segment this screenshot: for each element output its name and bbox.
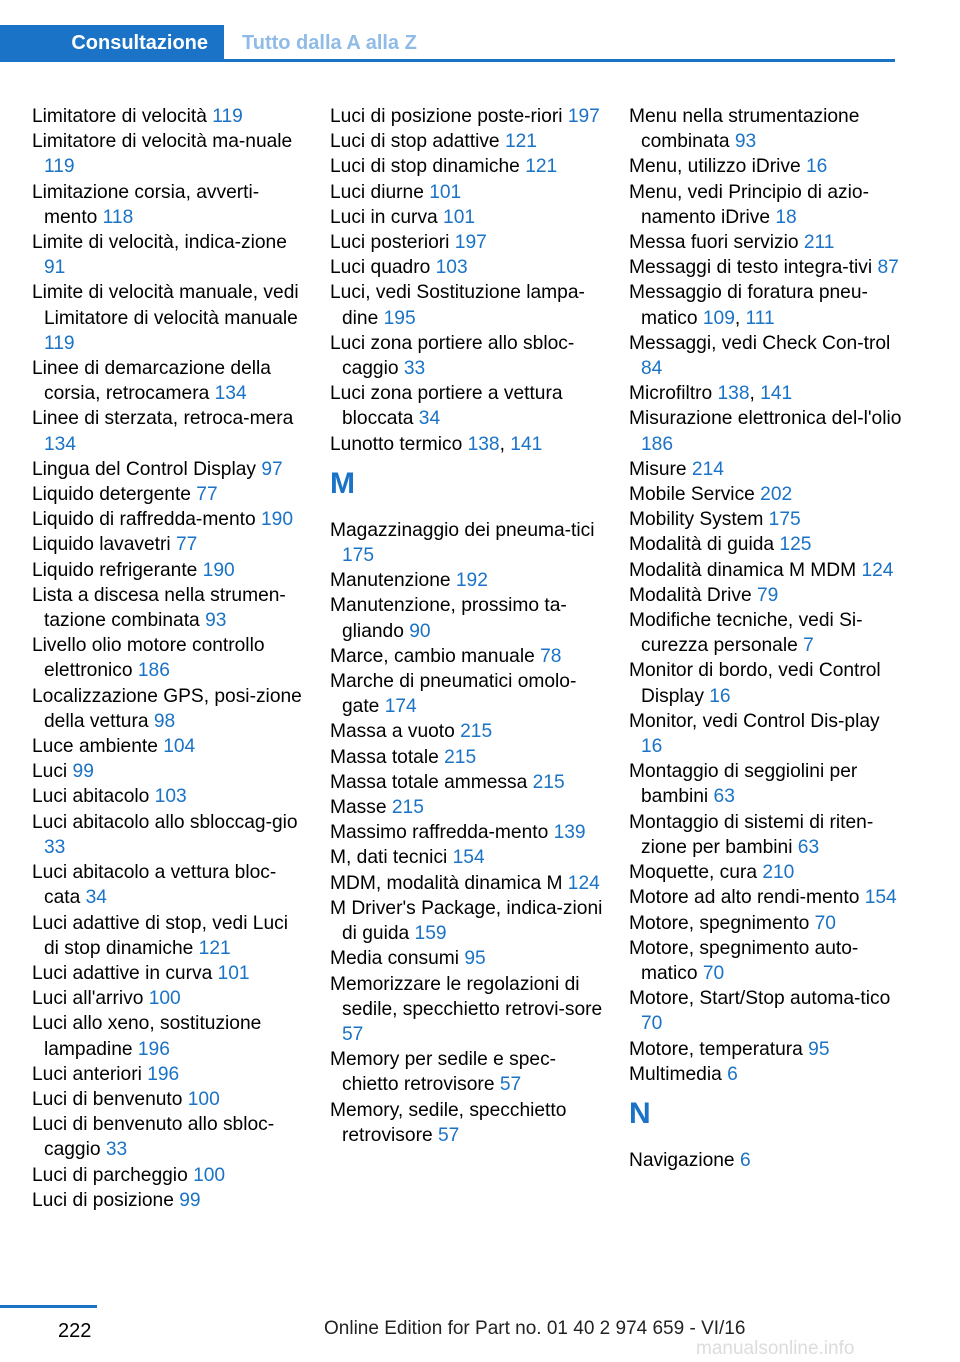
page-link[interactable]: 95	[808, 1038, 830, 1060]
page-link[interactable]: 214	[691, 458, 724, 480]
index-entry	[32, 1112, 307, 1162]
index-entry	[629, 558, 904, 583]
index-entry	[32, 1188, 307, 1213]
index-entry	[629, 583, 904, 608]
index-letter-heading: M	[330, 466, 355, 500]
index-entry	[32, 558, 307, 583]
subsection-title: Tutto dalla A alla Z	[242, 32, 417, 54]
index-entry-term: Massa totale	[330, 746, 445, 768]
index-entry-term: Moquette, cura	[629, 862, 763, 884]
page-link[interactable]: 121	[525, 156, 558, 178]
page-link[interactable]: 78	[540, 645, 562, 667]
index-entry-term: Menu nella strumentazione combinata	[629, 106, 860, 153]
index-entry-term: Luci di parcheggio	[32, 1164, 194, 1186]
index-entry-term: Manutenzione, prossimo ta-gliando	[330, 595, 567, 642]
page-link[interactable]: 93	[734, 131, 757, 153]
page-link[interactable]: 190	[202, 559, 235, 581]
page-link[interactable]: 99	[72, 761, 94, 783]
index-entry	[629, 986, 904, 1036]
page-link[interactable]: 101	[429, 181, 462, 203]
page-link[interactable]: 16	[709, 685, 731, 707]
page-link[interactable]: 192	[455, 570, 488, 592]
index-entry-term: Motore ad alto rendi-mento	[629, 887, 865, 909]
page-link[interactable]: 6	[727, 1063, 738, 1085]
index-entry	[330, 719, 610, 744]
page-link[interactable]: 33	[44, 836, 66, 858]
index-entry	[330, 770, 610, 795]
index-entry-term: Media consumi	[330, 948, 465, 970]
index-entry	[330, 205, 610, 230]
index-entry	[32, 482, 307, 507]
page-link[interactable]: 186	[137, 660, 170, 682]
index-entry-term: MDM, modalità dinamica M	[330, 872, 568, 894]
index-entry	[629, 230, 904, 255]
index-entry	[330, 1047, 610, 1097]
page-link[interactable]: 101	[217, 962, 250, 984]
page-link[interactable]: 111	[745, 307, 775, 329]
page-link[interactable]: 97	[261, 458, 283, 480]
index-entry-term: M, dati tecnici	[330, 847, 453, 869]
index-entry-term: Luci allo xeno, sostituzione lampadine	[32, 1013, 262, 1060]
index-entry-term: Luci zona portiere a vettura bloccata	[330, 383, 563, 430]
index-entry-term: Montaggio di seggiolini per bambini	[629, 761, 858, 808]
watermark: manualsonline.info	[696, 1338, 855, 1359]
index-entry-term: Liquido di raffredda-mento	[32, 509, 261, 531]
index-entry	[330, 795, 610, 820]
index-entry-term: Luci di posizione	[32, 1189, 180, 1211]
index-entry	[32, 734, 307, 759]
index-entry	[32, 986, 307, 1011]
page-number: 222	[58, 1320, 92, 1342]
index-entry-term: Messaggio di foratura pneu-matico	[629, 282, 868, 329]
index-entry-term: Mobility System	[629, 509, 769, 531]
index-entry	[629, 911, 904, 936]
index-entry	[330, 104, 610, 129]
page-link[interactable]: 215	[532, 771, 565, 793]
index-entry-term: Modalità dinamica M MDM	[629, 559, 862, 581]
page-link[interactable]: 210	[762, 862, 795, 884]
index-entry	[330, 669, 610, 719]
page-link[interactable]: 16	[641, 736, 663, 758]
page-link[interactable]: 100	[148, 988, 181, 1010]
page-link[interactable]: 99	[179, 1189, 201, 1211]
index-entry-term: Luci di benvenuto	[32, 1088, 188, 1110]
index-entry-term: Magazzinaggio dei pneuma-tici	[330, 519, 595, 541]
footer-rule	[0, 1305, 97, 1308]
index-entry-term: Luci posteriori	[330, 232, 455, 254]
index-entry	[32, 1062, 307, 1087]
index-entry-term: Livello olio motore controllo elettronico	[32, 635, 265, 682]
page-link[interactable]: 57	[437, 1124, 460, 1146]
index-entry	[629, 860, 904, 885]
index-entry-term: Monitor di bordo, vedi Control Display	[629, 660, 881, 707]
index-column-2	[330, 104, 610, 1148]
index-entry-term: Motore, temperatura	[629, 1038, 809, 1060]
page-link[interactable]: 84	[641, 358, 663, 380]
index-entry-term: Memory, sedile, specchietto retrovisore	[330, 1099, 567, 1146]
page-link[interactable]: 197	[454, 232, 487, 254]
page-link[interactable]: 138	[467, 433, 500, 455]
index-entry-term: Marche di pneumatici omolo-gate	[330, 671, 577, 718]
page-link[interactable]: 91	[44, 257, 66, 279]
page-link[interactable]: 16	[806, 156, 828, 178]
index-entry	[629, 457, 904, 482]
index-entry	[32, 1011, 307, 1061]
index-entry-term: Limite di velocità manuale, vedi Limitatore di velocità manuale	[32, 282, 299, 329]
page-link[interactable]: 77	[176, 534, 198, 556]
page-link[interactable]: 7	[803, 635, 814, 657]
index-entry	[32, 759, 307, 784]
index-entry	[32, 230, 307, 280]
index-entry-term: Motore, Start/Stop automa-tico	[629, 988, 891, 1010]
index-entry-term: Luci abitacolo allo sbloccag-gio	[32, 811, 298, 833]
index-entry-term: Motore, spegnimento auto-matico	[629, 937, 859, 984]
index-entry-term: M Driver's Package, indica-zioni di guida	[330, 897, 603, 945]
index-entry-term: Modifiche tecniche, vedi Si-curezza personale	[629, 610, 863, 657]
page-link[interactable]: 109	[702, 307, 735, 329]
index-entry	[32, 406, 307, 456]
index-entry	[32, 1087, 307, 1112]
index-entry	[330, 180, 610, 205]
index-entry-term: Luci abitacolo	[32, 786, 155, 808]
page-link[interactable]: 124	[861, 559, 894, 581]
index-entry	[330, 820, 610, 845]
index-entry-term: Luci di stop dinamiche	[330, 156, 526, 178]
index-entry-term: Limitatore di velocità	[32, 106, 213, 127]
index-entry-term: Memorizzare le regolazioni di sedile, specchietto retrovi-sore	[330, 973, 603, 1020]
index-entry-term: Modalità di guida	[629, 534, 780, 556]
index-entry	[629, 1148, 904, 1173]
page-link[interactable]: 197	[567, 106, 600, 127]
index-entry	[629, 759, 904, 809]
index-entry-term: Menu, vedi Principio di azio-namento iDrive	[629, 181, 869, 228]
page-link[interactable]: 119	[212, 106, 243, 127]
index-entry	[629, 255, 904, 280]
index-entry-term: Messaggi, vedi Check Con-trol	[629, 332, 891, 354]
page-link[interactable]: 125	[779, 534, 812, 556]
index-entry-term: Linee di sterzata, retroca-mera	[32, 408, 294, 430]
page-link[interactable]: 118	[102, 206, 134, 228]
page-link[interactable]: 103	[435, 257, 468, 279]
index-entry-term: Liquido detergente	[32, 484, 197, 506]
index-entry	[330, 331, 610, 381]
index-entry-term: Limite di velocità, indica-zione	[32, 232, 287, 254]
index-entry-term: Lingua del Control Display	[32, 458, 262, 480]
section-title: Consultazione	[71, 32, 208, 54]
page-link[interactable]: 154	[864, 887, 897, 909]
edition-note: Online Edition for Part no. 01 40 2 974 659 - VI/16	[324, 1318, 746, 1339]
index-entry-term: Marce, cambio manuale	[330, 645, 541, 667]
page-link[interactable]: 196	[147, 1063, 180, 1085]
section-tab	[0, 25, 224, 62]
page-link[interactable]: 196	[137, 1038, 170, 1060]
index-entry-term: Lunotto termico	[330, 433, 468, 455]
page-link[interactable]: 100	[187, 1088, 220, 1110]
index-entry-term: Menu, utilizzo iDrive	[629, 156, 807, 178]
index-entry-term: Luci diurne	[330, 181, 430, 203]
index-entry-term: Modalità Drive	[629, 584, 757, 606]
index-entry-term: Luci di benvenuto allo sbloc-caggio	[32, 1114, 275, 1161]
index-entry	[330, 280, 610, 330]
index-entry-term: Multimedia	[629, 1063, 728, 1085]
index-entry	[330, 129, 610, 154]
index-entry	[629, 104, 904, 154]
index-entry	[629, 1062, 904, 1087]
index-entry	[32, 129, 307, 179]
page-link[interactable]: 57	[499, 1074, 522, 1096]
index-entry	[330, 593, 610, 643]
page-link[interactable]: 186	[641, 433, 674, 455]
index-entry-term: Luci abitacolo a vettura bloc-cata	[32, 862, 277, 909]
index-entry	[32, 961, 307, 986]
page-link[interactable]: 6	[739, 1149, 751, 1171]
index-entry-term: Messa fuori servizio	[629, 232, 804, 254]
index-entry	[32, 784, 307, 809]
index-entry	[330, 568, 610, 593]
page-link[interactable]: 104	[163, 736, 196, 758]
index-entry	[330, 381, 610, 431]
page-link[interactable]: 175	[768, 509, 801, 531]
page-link[interactable]: 70	[702, 962, 725, 984]
index-entry-term: Luci zona portiere allo sbloc-caggio	[330, 332, 575, 380]
page-link[interactable]: 215	[460, 721, 493, 743]
page-link[interactable]: 33	[105, 1139, 128, 1161]
index-entry	[32, 356, 307, 406]
index-entry	[32, 684, 307, 734]
page-link[interactable]: 34	[85, 887, 107, 909]
page-link[interactable]: 90	[409, 620, 431, 642]
index-entry-term: Luci, vedi Sostituzione lampa-dine	[330, 282, 585, 329]
index-entry-term: Luci adattive in curva	[32, 962, 218, 984]
index-entry	[629, 482, 904, 507]
page-link[interactable]: 119	[44, 156, 75, 178]
index-entry-term: Manutenzione	[330, 570, 456, 592]
index-entry-term: Massimo raffredda-mento	[330, 822, 554, 844]
index-entry-term: Misure	[629, 458, 692, 480]
index-entry	[629, 658, 904, 708]
index-entry-term: Localizzazione GPS, posi-zione della vettura	[32, 685, 302, 732]
index-entry	[330, 255, 610, 280]
index-entry-term: Liquido lavavetri	[32, 534, 176, 556]
index-entry-term: Luci di posizione poste-riori	[330, 106, 568, 127]
index-entry-term: Limitazione corsia, avverti-mento	[32, 181, 260, 228]
index-entry	[629, 1037, 904, 1062]
index-entry	[32, 280, 307, 356]
page-link[interactable]: 124	[567, 872, 600, 894]
page-link[interactable]: 175	[342, 545, 375, 567]
page-link[interactable]: 103	[154, 786, 187, 808]
index-entry-term: Motore, spegnimento	[629, 912, 815, 934]
page-link[interactable]: 211	[803, 232, 835, 254]
index-entry	[330, 845, 610, 870]
page-link[interactable]: 70	[641, 1013, 663, 1035]
page-link[interactable]: 195	[383, 307, 416, 329]
index-entry-term: Microfiltro	[629, 383, 718, 405]
page-link[interactable]: 18	[775, 206, 797, 228]
page-link[interactable]: 87	[877, 257, 899, 279]
page-link[interactable]: 100	[193, 1164, 226, 1186]
index-entry	[32, 860, 307, 910]
index-entry	[32, 911, 307, 961]
index-entry: Lunotto termico 138, 141	[330, 433, 543, 455]
index-entry-term: Lista a discesa nella strumen-tazione combinata	[32, 584, 286, 632]
index-entry-term: Luci di stop adattive	[330, 131, 505, 153]
index-entry-term: Luci	[32, 761, 73, 783]
index-entry	[32, 104, 307, 129]
index-entry-term: Luci in curva	[330, 206, 444, 228]
page-link[interactable]: 134	[214, 383, 247, 405]
index-entry: Messaggio di foratura pneu-matico 109, 111	[629, 282, 868, 329]
index-entry	[330, 154, 610, 179]
page-link[interactable]: 202	[760, 484, 793, 506]
page-link[interactable]: 190	[260, 509, 293, 531]
index-entry: Microfiltro 138, 141	[629, 383, 793, 405]
page-link[interactable]: 70	[814, 912, 836, 934]
page-link[interactable]: 154	[452, 847, 485, 869]
index-entry	[629, 331, 904, 381]
index-entry	[629, 507, 904, 532]
index-entry	[330, 518, 610, 568]
page-link[interactable]: 215	[444, 746, 477, 768]
index-entry-term: Misurazione elettronica del-l'olio	[629, 408, 902, 430]
header-rule	[224, 59, 895, 62]
page-link[interactable]: 174	[384, 696, 417, 718]
index-entry-term: Luci anteriori	[32, 1063, 148, 1085]
index-entry	[629, 709, 904, 759]
index-entry-term: Navigazione	[629, 1149, 740, 1171]
index-column-3	[629, 104, 904, 1173]
index-entry	[629, 180, 904, 230]
page-link[interactable]: 95	[464, 948, 486, 970]
page-link[interactable]: 34	[418, 408, 441, 430]
index-entry-term: Limitatore di velocità ma-nuale	[32, 131, 293, 153]
page-link[interactable]: 119	[44, 332, 75, 354]
index-entry	[32, 507, 307, 532]
index-column-1	[32, 104, 307, 1213]
index-entry	[32, 1163, 307, 1188]
index-entry-term: Massa a vuoto	[330, 721, 461, 743]
index-entry	[330, 230, 610, 255]
index-entry-term: Massa totale ammessa	[330, 771, 533, 793]
page-link[interactable]: 98	[153, 710, 176, 732]
index-entry	[330, 896, 610, 946]
index-entry-term: Messaggi di testo integra-tivi	[629, 257, 878, 279]
index-entry-term: Montaggio di sistemi di riten-zione per bambini	[629, 811, 874, 858]
index-entry-term: Masse	[330, 797, 392, 819]
index-entry	[330, 745, 610, 770]
page-link[interactable]: 138	[717, 383, 750, 405]
page-link[interactable]: 139	[553, 822, 586, 844]
index-entry	[629, 406, 904, 456]
page-link[interactable]: 134	[44, 433, 77, 455]
page-link[interactable]: 77	[196, 484, 218, 506]
index-entry	[629, 532, 904, 557]
page-link[interactable]: 215	[391, 797, 424, 819]
index-entry	[330, 946, 610, 971]
index-entry-term: Liquido refrigerante	[32, 559, 203, 581]
page-link[interactable]: 121	[198, 937, 231, 959]
index-entry	[629, 608, 904, 658]
page-link[interactable]: 79	[756, 584, 779, 606]
page-link[interactable]: 121	[504, 131, 537, 153]
index-entry	[32, 532, 307, 557]
index-entry	[330, 1098, 610, 1148]
index-entry	[629, 154, 904, 179]
index-entry	[330, 871, 610, 896]
index-entry	[330, 644, 610, 669]
index-entry-term: Luci all'arrivo	[32, 988, 149, 1010]
index-entry	[629, 936, 904, 986]
index-entry-term: Monitor, vedi Control Dis-play	[629, 710, 880, 732]
page-link[interactable]: 63	[713, 786, 735, 808]
index-entry-term: Memory per sedile e spec-chietto retrovisore	[330, 1049, 557, 1096]
page-link[interactable]: 63	[797, 836, 820, 858]
index-entry	[629, 810, 904, 860]
index-entry	[32, 810, 307, 860]
index-letter-heading: N	[629, 1096, 651, 1130]
index-entry	[629, 885, 904, 910]
index-entry-term: Luci adattive di stop, vedi Luci di stop dinamiche	[32, 912, 288, 959]
index-entry	[32, 457, 307, 482]
index-entry	[32, 583, 307, 633]
page-link[interactable]: 93	[205, 610, 227, 632]
index-entry	[330, 972, 610, 1048]
page-link[interactable]: 101	[443, 206, 476, 228]
page-link[interactable]: 141	[760, 383, 793, 405]
page-link[interactable]: 57	[342, 1023, 364, 1045]
page-link[interactable]: 141	[510, 433, 543, 455]
page-link[interactable]: 159	[414, 923, 447, 945]
index-entry-term: Luce ambiente	[32, 736, 164, 758]
index-entry	[32, 180, 307, 230]
index-entry-term: Luci quadro	[330, 257, 436, 279]
index-entry-term: Mobile Service	[629, 484, 761, 506]
index-entry-term: Linee di demarcazione della corsia, retrocamera	[32, 358, 271, 405]
index-entry	[32, 633, 307, 683]
page-link[interactable]: 33	[403, 358, 426, 380]
